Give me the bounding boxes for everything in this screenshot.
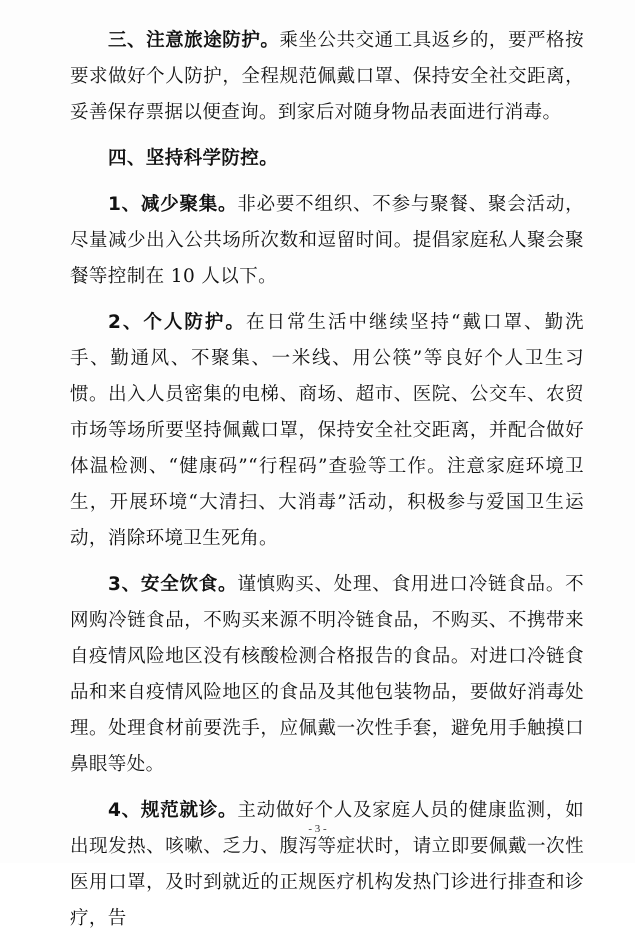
section-4-heading: 四、坚持科学防控。 bbox=[108, 148, 279, 169]
document-body bbox=[70, 23, 584, 947]
paragraph-item-1 bbox=[70, 187, 584, 295]
item-3-text: 谨慎购买、处理、食用进口冷链食品。不网购冷链食品，不购买来源不明冷链食品，不购买、不携带来自疫情风险地区没有核酸检测合格报告的食品。对进口冷链食品和来自疫情风险地区的食品及其他包装物品，要做好消毒处理。处理食材前要洗手，应佩戴一次性手套，避免用手触摸口鼻眼等处。 bbox=[70, 574, 584, 775]
item-3-heading: 3、安全饮食。 bbox=[108, 574, 238, 595]
paragraph-item-4 bbox=[70, 793, 584, 937]
item-1-text: 非必要不组织、不参与聚餐、聚会活动，尽量减少出入公共场所次数和逗留时间。提倡家庭私人聚会聚餐等控制在 10 人以下。 bbox=[70, 194, 584, 287]
paragraph-section-3 bbox=[70, 23, 584, 131]
item-4-heading: 4、规范就诊。 bbox=[108, 800, 238, 821]
item-2-heading: 2、个人防护。 bbox=[108, 312, 246, 333]
paragraph-item-3 bbox=[70, 567, 584, 783]
item-4-text: 主动做好个人及家庭人员的健康监测，如出现发热、咳嗽、乏力、腹泻等症状时，请立即要佩戴一次性医用口罩，及时到就近的正规医疗机构发热门诊进行排查和诊疗，告 bbox=[70, 800, 584, 929]
section-3-text: 乘坐公共交通工具返乡的，要严格按要求做好个人防护，全程规范佩戴口罩、保持安全社交距离，妥善保存票据以便查询。到家后对随身物品表面进行消毒。 bbox=[70, 30, 585, 123]
page-number: - 3 - bbox=[308, 823, 327, 835]
item-2-text: 在日常生活中继续坚持“戴口罩、勤洗手、勤通风、不聚集、一米线、用公筷”等良好个人卫生习惯。出入人员密集的电梯、商场、超市、医院、公交车、农贸市场等场所要坚持佩戴口罩，保持安全社交距离，并配合做好体温检测、“健康码”“行程码”查验等工作。注意家庭环境卫生，开展环境“大清扫、大消毒”活动，积极参与爱国卫生运动，消除环境卫生死角。 bbox=[70, 312, 584, 549]
item-1-heading: 1、减少聚集。 bbox=[108, 194, 238, 215]
paragraph-item-2 bbox=[70, 305, 584, 557]
section-3-heading: 三、注意旅途防护。 bbox=[108, 30, 280, 51]
